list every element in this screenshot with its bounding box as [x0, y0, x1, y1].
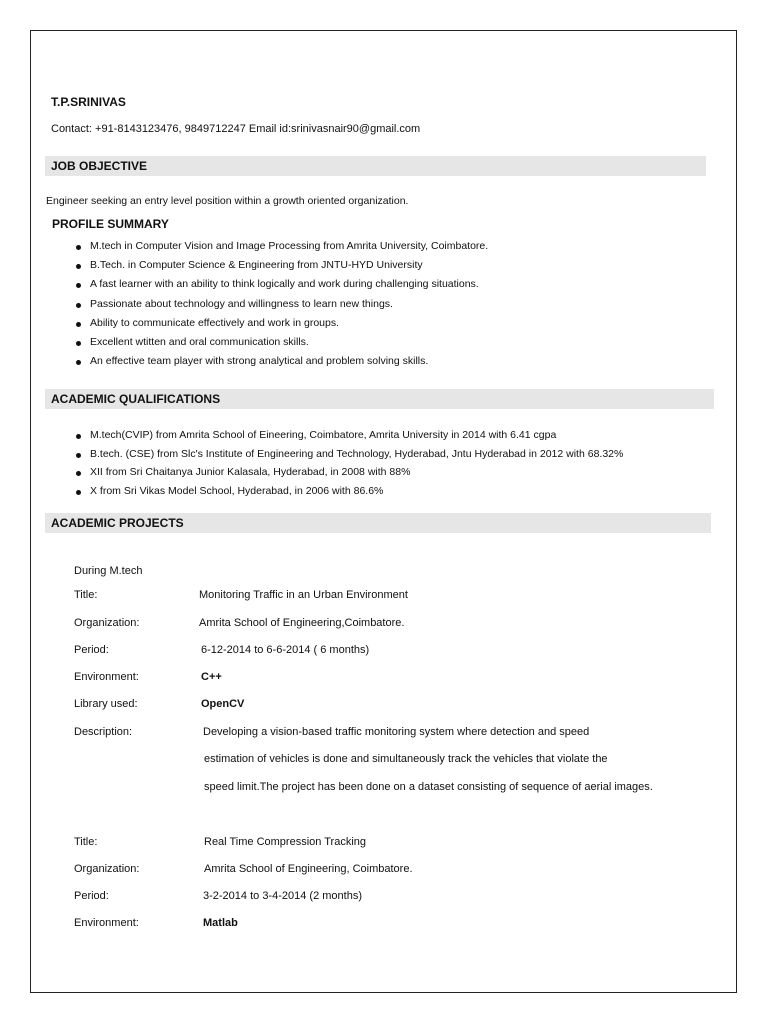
project2-environment: Matlab: [203, 917, 238, 929]
project1-library: OpenCV: [201, 698, 245, 710]
project1-description-label: Description:: [74, 726, 133, 738]
list-item-text: An effective team player with strong analytical and problem solving skills.: [90, 355, 429, 368]
list-item: [74, 428, 623, 447]
job-objective-text: Engineer seeking an entry level position within a growth oriented organization.: [46, 195, 409, 207]
project1-description-line: estimation of vehicles is done and simultaneously track the vehicles that violate the: [204, 753, 608, 765]
bullet-icon: [76, 303, 81, 308]
projects-subheading: During M.tech: [74, 565, 143, 577]
list-item-text: M.tech(CVIP) from Amrita School of Eineering, Coimbatore, Amrita University in 2014 with 6.41 cgpa: [90, 429, 557, 441]
list-item-text: X from Sri Vikas Model School, Hyderabad, in 2006 with 86.6%: [90, 484, 384, 497]
academic-qualifications-header: ACADEMIC QUALIFICATIONS: [45, 389, 714, 409]
list-item-text: A fast learner with an ability to think logically and work during challenging situations.: [90, 278, 479, 291]
job-objective-header: JOB OBJECTIVE: [45, 156, 706, 176]
list-item: [74, 447, 623, 466]
project2-period: 3-2-2014 to 3-4-2014 (2 months): [203, 890, 362, 902]
list-item: [74, 354, 488, 373]
bullet-icon: [76, 283, 81, 288]
project1-organization: Amrita School of Engineering,Coimbatore.: [199, 617, 405, 629]
list-item: [74, 465, 623, 484]
project1-period-label: Period:: [74, 644, 109, 656]
academic-qualifications-list: [74, 428, 623, 502]
project1-library-label: Library used:: [74, 698, 138, 710]
list-item-text: B.Tech. in Computer Science & Engineering from JNTU-HYD University: [90, 259, 423, 272]
bullet-icon: [76, 245, 81, 250]
bullet-icon: [76, 434, 81, 439]
list-item-text: Ability to communicate effectively and work in groups.: [90, 316, 340, 329]
project1-environment-label: Environment:: [74, 671, 139, 683]
bullet-icon: [76, 341, 81, 346]
list-item-text: XII from Sri Chaitanya Junior Kalasala, Hyderabad, in 2008 with 88%: [90, 466, 411, 479]
candidate-name: T.P.SRINIVAS: [51, 95, 126, 109]
list-item-text: B.tech. (CSE) from Slc's Institute of Engineering and Technology, Hyderabad, Jntu Hyderabad in 2012 with 68.32%: [90, 447, 624, 460]
bullet-icon: [76, 490, 81, 495]
project2-title: Real Time Compression Tracking: [204, 836, 367, 848]
list-item: [74, 335, 488, 354]
list-item: [74, 484, 623, 503]
bullet-icon: [76, 471, 81, 476]
bullet-icon: [76, 360, 81, 365]
project1-title-label: Title:: [74, 589, 98, 601]
bullet-icon: [76, 322, 81, 327]
list-item: [74, 297, 488, 316]
project2-period-label: Period:: [74, 890, 109, 902]
project2-title-label: Title:: [74, 836, 98, 848]
list-item-text: Passionate about technology and willingness to learn new things.: [90, 297, 393, 310]
project1-organization-label: Organization:: [74, 617, 140, 629]
profile-summary-list: [74, 239, 488, 373]
project1-description-line: Developing a vision-based traffic monitoring system where detection and speed: [203, 726, 590, 738]
list-item: [74, 316, 488, 335]
contact-info: Contact: +91-8143123476, 9849712247 Email id:srinivasnair90@gmail.com: [51, 123, 421, 135]
list-item: [74, 277, 488, 296]
list-item-text: Excellent wtitten and oral communication skills.: [90, 335, 309, 348]
list-item-text: M.tech in Computer Vision and Image Processing from Amrita University, Coimbatore.: [90, 240, 489, 252]
project2-organization: Amrita School of Engineering, Coimbatore.: [204, 863, 413, 875]
bullet-icon: [76, 264, 81, 269]
bullet-icon: [76, 453, 81, 458]
project2-organization-label: Organization:: [74, 863, 140, 875]
project1-period: 6-12-2014 to 6-6-2014 ( 6 months): [201, 644, 370, 656]
list-item: [74, 239, 488, 258]
list-item: [74, 258, 488, 277]
project1-description-line: speed limit.The project has been done on a dataset consisting of sequence of aerial images.: [204, 781, 653, 793]
project2-environment-label: Environment:: [74, 917, 139, 929]
profile-summary-header: PROFILE SUMMARY: [52, 217, 169, 231]
project1-environment: C++: [201, 671, 222, 683]
project1-title: Monitoring Traffic in an Urban Environment: [199, 589, 408, 601]
academic-projects-header: ACADEMIC PROJECTS: [45, 513, 711, 533]
